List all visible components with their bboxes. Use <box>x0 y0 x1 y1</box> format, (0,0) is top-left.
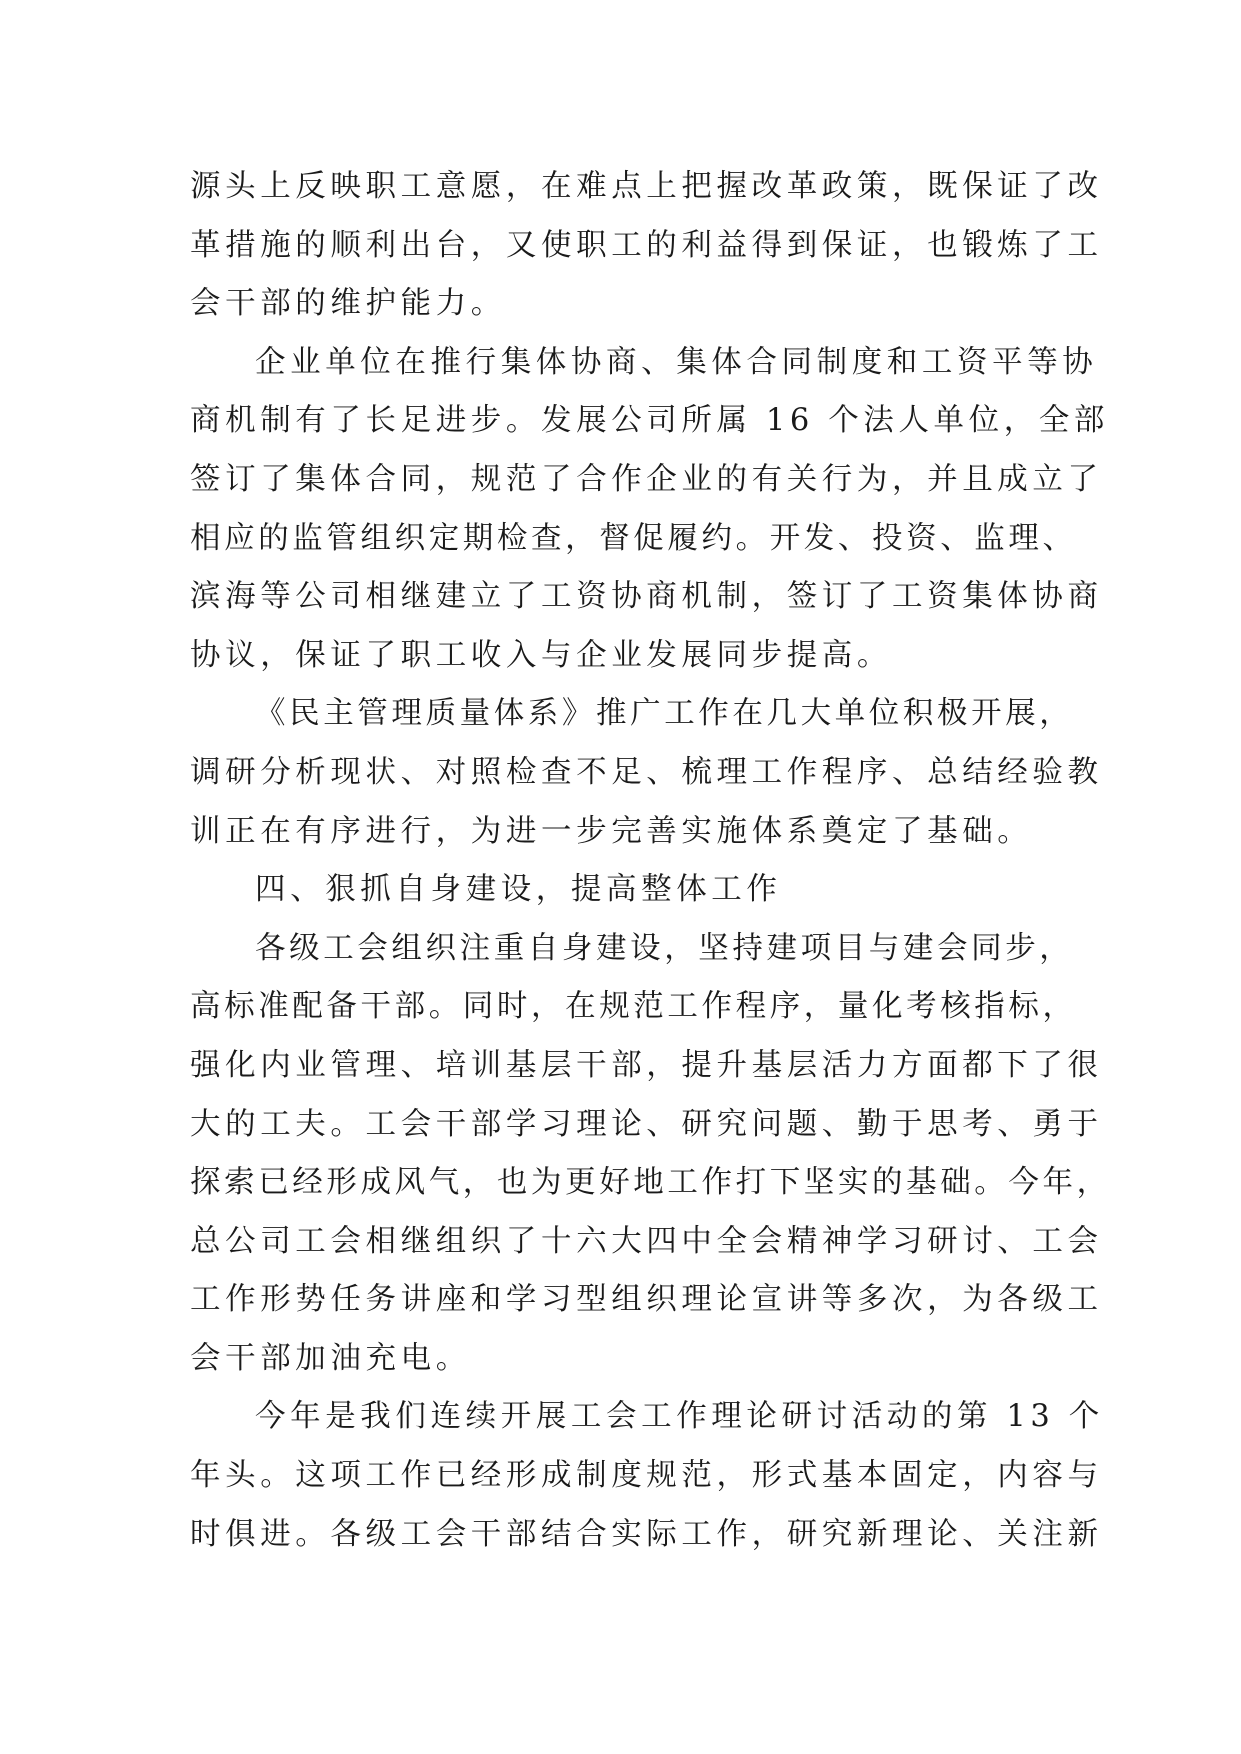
text-line: 探索已经形成风气，也为更好地工作打下坚实的基础。今年， <box>190 1165 1111 1201</box>
text-line: 调研分析现状、对照检查不足、梳理工作程序、总结经验教 <box>190 754 1103 790</box>
text-line: 工作形势任务讲座和学习型组织理论宣讲等多次，为各级工 <box>190 1282 1103 1318</box>
text-line: 总公司工会相继组织了十六大四中全会精神学习研讨、工会 <box>190 1223 1103 1259</box>
text-line: 商机制有了长足进步。发展公司所属 16 个法人单位，全部 <box>190 403 1109 439</box>
text-line: 革措施的顺利出台，又使职工的利益得到保证，也锻炼了工 <box>190 227 1103 263</box>
text-line: 会干部加油充电。 <box>190 1340 471 1376</box>
text-line: 会干部的维护能力。 <box>190 286 506 322</box>
text-line: 协议，保证了职工收入与企业发展同步提高。 <box>190 637 892 673</box>
text-line: 年头。这项工作已经形成制度规范，形式基本固定，内容与 <box>190 1458 1103 1494</box>
section-heading: 四、狠抓自身建设，提高整体工作 <box>255 872 782 908</box>
text-line: 时俱进。各级工会干部结合实际工作，研究新理论、关注新 <box>190 1516 1103 1552</box>
paragraph-first-line: 今年是我们连续开展工会工作理论研讨活动的第 13 个 <box>255 1399 1104 1435</box>
paragraph-first-line: 企业单位在推行集体协商、集体合同制度和工资平等协 <box>255 344 1098 380</box>
text-line: 相应的监管组织定期检查，督促履约。开发、投资、监理、 <box>190 520 1077 556</box>
document-body <box>190 158 1111 1564</box>
text-line: 签订了集体合同，规范了合作企业的有关行为，并且成立了 <box>190 461 1103 497</box>
text-line: 滨海等公司相继建立了工资协商机制，签订了工资集体协商 <box>190 579 1103 615</box>
text-line: 高标准配备干部。同时，在规范工作程序，量化考核指标， <box>190 989 1077 1025</box>
paragraph-first-line: 《民主管理质量体系》推广工作在几大单位积极开展， <box>255 696 1074 732</box>
text-line: 源头上反映职工意愿，在难点上把握改革政策，既保证了改 <box>190 169 1103 204</box>
text-line: 训正在有序进行，为进一步完善实施体系奠定了基础。 <box>190 813 1033 849</box>
paragraph-first-line: 各级工会组织注重自身建设，坚持建项目与建会同步， <box>255 930 1074 966</box>
text-line: 大的工夫。工会干部学习理论、研究问题、勤于思考、勇于 <box>190 1106 1103 1142</box>
text-line: 强化内业管理、培训基层干部，提升基层活力方面都下了很 <box>190 1047 1103 1083</box>
